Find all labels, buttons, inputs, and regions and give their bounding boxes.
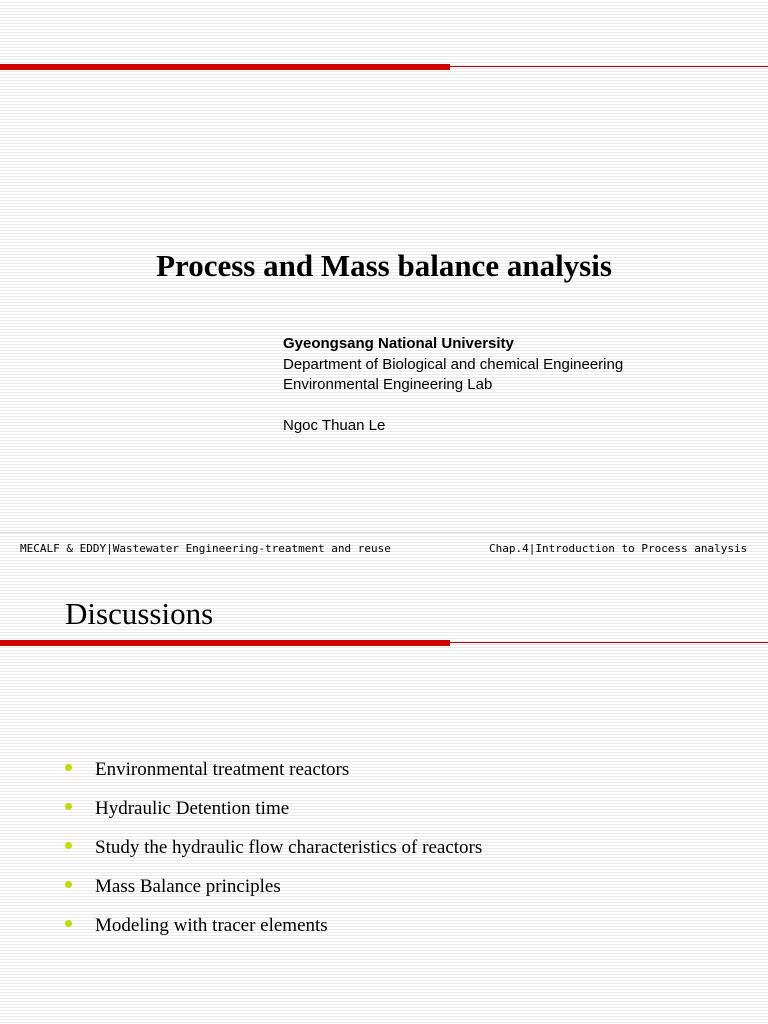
- book-reference: MECALF & EDDY|Wastewater Engineering-treatment and reuse: [20, 542, 391, 555]
- list-item: [62, 876, 482, 915]
- round-bullet-icon: [65, 842, 72, 849]
- round-bullet-icon: [65, 881, 72, 888]
- bullet-text: Mass Balance principles: [95, 876, 281, 897]
- bullet-list: [62, 759, 482, 954]
- round-bullet-icon: [65, 764, 72, 771]
- bullet-text: Modeling with tracer elements: [95, 915, 328, 936]
- red-rule-thin: [450, 66, 768, 67]
- slide-title: Process and Mass balance analysis: [156, 248, 612, 283]
- red-header-rule: [0, 64, 768, 70]
- spacer: [283, 396, 623, 416]
- university-name: Gyeongsang National University: [283, 335, 514, 352]
- red-heading-rule: [0, 640, 768, 646]
- author-block: [283, 334, 623, 436]
- lab-name: Environmental Engineering Lab: [283, 376, 493, 393]
- red-rule-thick: [0, 64, 450, 70]
- round-bullet-icon: [65, 803, 72, 810]
- content-slide: [0, 533, 768, 1024]
- list-item: [62, 798, 482, 837]
- bullet-text: Study the hydraulic flow characteristics of reactors: [95, 837, 483, 858]
- list-item: [62, 837, 482, 876]
- author-name: Ngoc Thuan Le: [283, 416, 386, 434]
- list-item: [62, 915, 482, 954]
- round-bullet-icon: [65, 920, 72, 927]
- list-item: [62, 759, 482, 798]
- bullet-text: Hydraulic Detention time: [95, 798, 290, 819]
- red-rule-thick: [0, 640, 450, 646]
- slide-heading: Discussions: [65, 596, 214, 631]
- chapter-reference: Chap.4|Introduction to Process analysis: [489, 542, 748, 555]
- bullet-text: Environmental treatment reactors: [95, 759, 350, 780]
- department-name: Department of Biological and chemical Engineering: [283, 355, 624, 373]
- red-rule-thin: [450, 642, 768, 643]
